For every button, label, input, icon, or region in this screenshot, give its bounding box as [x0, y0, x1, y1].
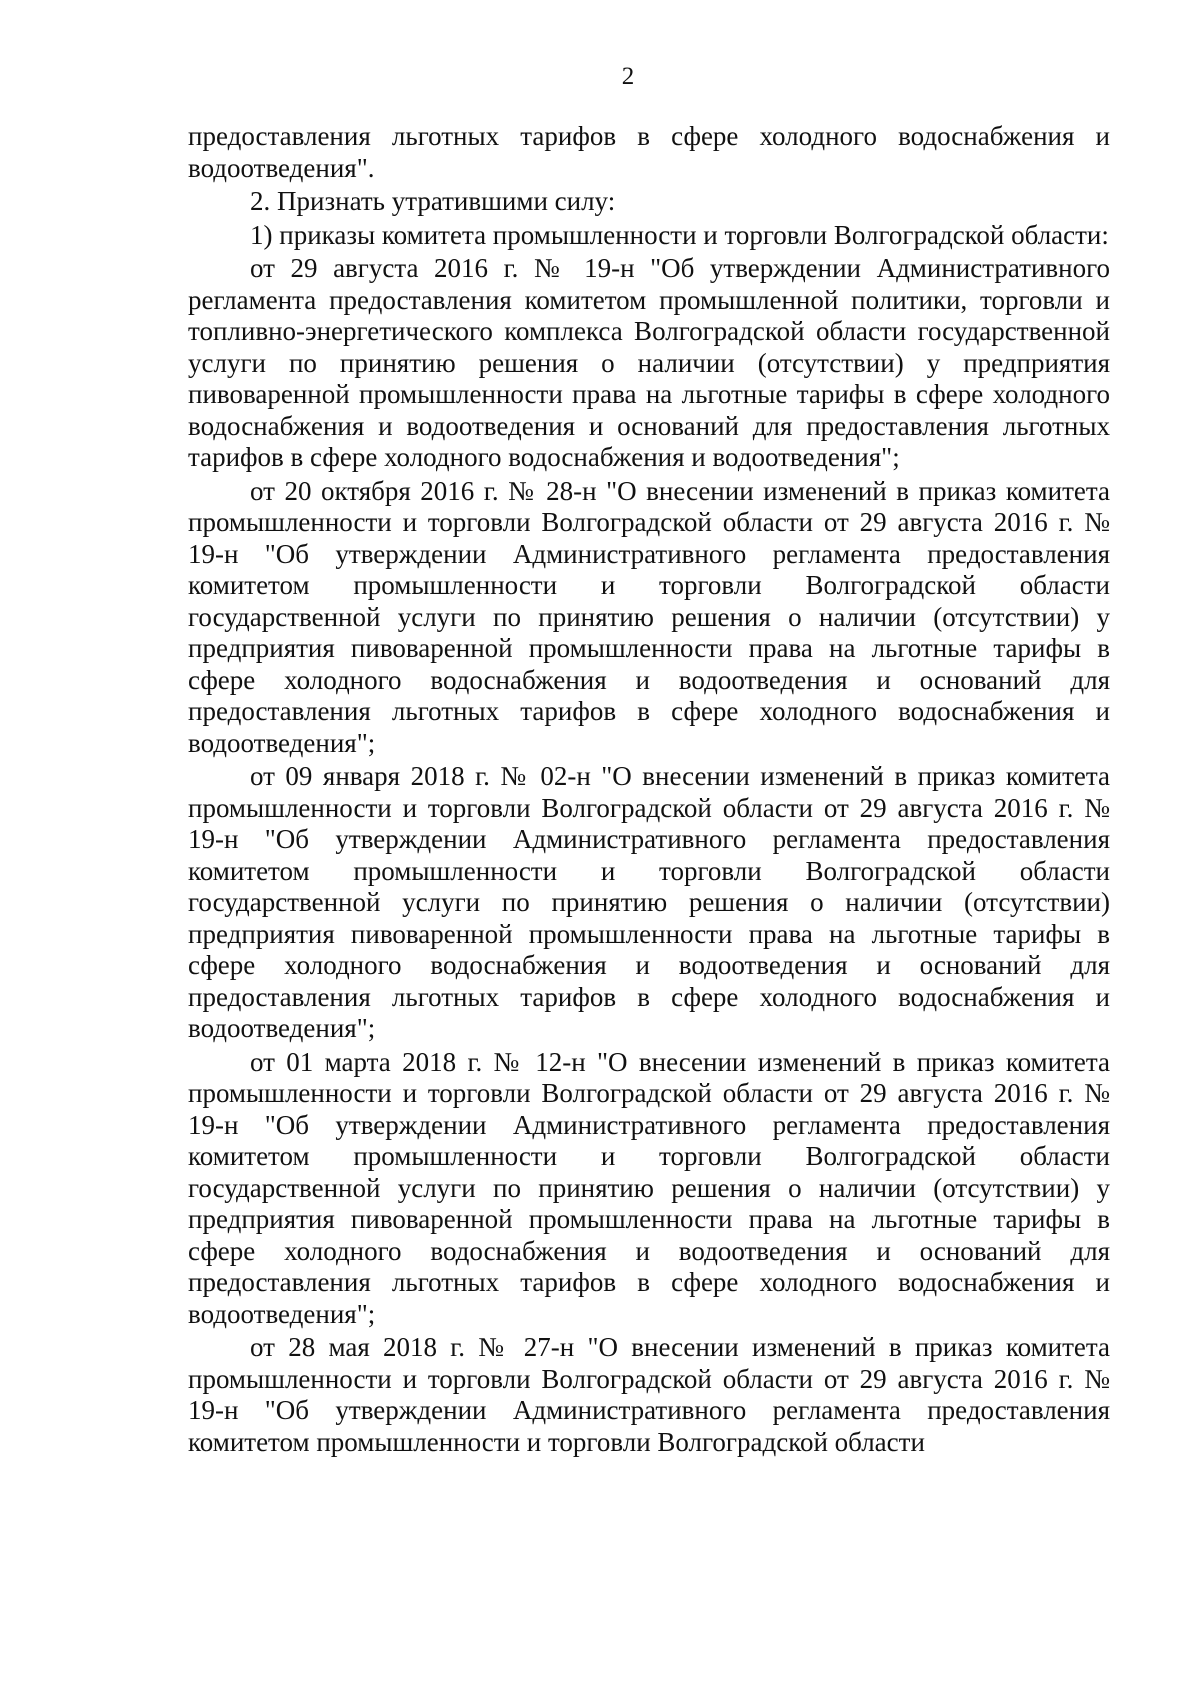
paragraph-subitem-1: 1) приказы комитета промышленности и торговли Волгоградской области: [250, 219, 1109, 250]
paragraph-order-2018-12n: от 01 марта 2018 г. № 12-н "О внесении изменений в приказ комитета промышленности и торговли Волгоградской области от 29 августа 2016 г. № 19-н "Об утверждении Административного регламента предоставления комитетом промышленности и торговли Волгоградской области государственной услуги по принятию решения о наличии (отсутствии) у предприятия пивоваренной промышленности права на льготные тарифы в сфере холодного водоснабжения и водоотведения и оснований для предоставления льготных тарифов в сфере холодного водоснабжения и водоотведения"; [188, 1046, 1110, 1329]
page-number: 2 [621, 63, 635, 90]
document-body [188, 121, 1110, 1460]
paragraph-order-2016-19n: от 29 августа 2016 г. № 19-н "Об утверждении Административного регламента предоставления комитетом промышленной политики, торговли и топливно-энергетического комплекса Волгоградской области государственной услуги по принятию решения о наличии (отсутствии) у предприятия пивоваренной промышленности права на льготные тарифы в сфере холодного водоснабжения и водоотведения и оснований для предоставления льготных тарифов в сфере холодного водоснабжения и водоотведения"; [188, 253, 1110, 472]
paragraph-continuation: предоставления льготных тарифов в сфере холодного водоснабжения и водоотведения". [188, 121, 1110, 183]
paragraph-item-2: 2. Признать утратившими силу: [250, 186, 616, 216]
paragraph-order-2016-28n: от 20 октября 2016 г. № 28-н "О внесении изменений в приказ комитета промышленности и торговли Волгоградской области от 29 августа 2016 г. № 19-н "Об утверждении Административного регламента предоставления комитетом промышленности и торговли Волгоградской области государственной услуги по принятию решения о наличии (отсутствии) у предприятия пивоваренной промышленности права на льготные тарифы в сфере холодного водоснабжения и водоотведения и оснований для предоставления льготных тарифов в сфере холодного водоснабжения и водоотведения"; [188, 475, 1110, 758]
paragraph-order-2018-02n: от 09 января 2018 г. № 02-н "О внесении изменений в приказ комитета промышленности и торговли Волгоградской области от 29 августа 2016 г. № 19-н "Об утверждении Административного регламента предоставления комитетом промышленности и торговли Волгоградской области государственной услуги по принятию решения о наличии (отсутствии) предприятия пивоваренной промышленности права на льготные тарифы в сфере холодного водоснабжения и водоотведения и оснований для предоставления льготных тарифов в сфере холодного водоснабжения и водоотведения"; [188, 761, 1110, 1043]
paragraph-order-2018-27n: от 28 мая 2018 г. № 27-н "О внесении изменений в приказ комитета промышленности и торговли Волгоградской области от 29 августа 2016 г. № 19-н "Об утверждении Административного регламента предоставления комитетом промышленности и торговли Волгоградской области [188, 1332, 1110, 1457]
